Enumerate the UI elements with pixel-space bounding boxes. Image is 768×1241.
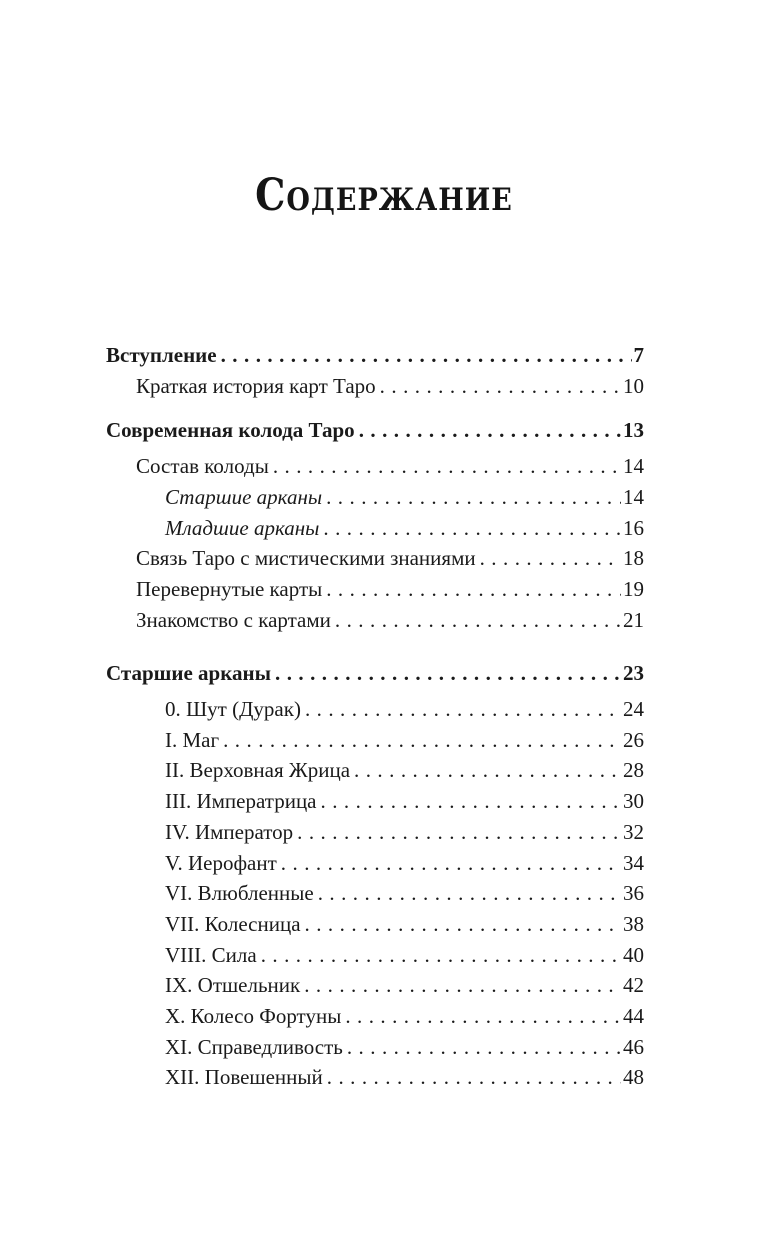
toc-entry-label: IX. Отшельник [165,973,301,998]
toc-entry-row[interactable] [106,1001,644,1032]
dot-leader [354,755,621,786]
toc-entry-row[interactable] [106,605,644,636]
toc-section-major-arcana [106,658,644,1093]
toc-page-number: 24 [623,697,644,722]
dot-leader [304,970,621,1001]
toc-entry-label: Знакомство с картами [136,607,331,632]
toc-section-introduction [106,340,644,401]
toc-entry-row[interactable] [106,786,644,817]
toc-entry-row[interactable] [106,482,644,513]
toc-entry-row[interactable] [106,940,644,971]
dot-leader [223,725,621,756]
toc-entry-label: Перевернутые карты [136,576,323,601]
toc-entry-label: II. Верховная Жрица [165,758,351,783]
toc-entry-label: IV. Император [165,819,294,844]
toc-page-number: 10 [623,373,644,398]
toc-page-number: 44 [623,1004,644,1029]
dot-leader [305,909,621,940]
toc-heading-label: Современная колода Таро [106,418,355,443]
toc-entry-label: Связь Таро с мистическими знаниями [136,546,476,571]
toc-page-number: 18 [623,546,644,571]
dot-leader [273,451,621,482]
toc-page-number: 34 [623,850,644,875]
toc-entry-label: XI. Справедливость [165,1034,343,1059]
page-title: Содержание [255,168,513,221]
toc-entry-row[interactable] [106,694,644,725]
toc-entry-row[interactable] [106,1032,644,1063]
toc-entry-label: V. Иерофант [165,850,277,875]
toc-section-modern-deck [106,415,644,635]
toc-entry-row[interactable] [106,755,644,786]
toc-entry-row[interactable] [106,543,644,574]
toc-heading-label: Старшие арканы [106,661,271,686]
toc-entry-row[interactable] [106,371,644,402]
toc-entry-row[interactable] [106,513,644,544]
toc-entry-row[interactable] [106,817,644,848]
toc-entry-label: VI. Влюбленные [165,881,314,906]
dot-leader [359,415,621,446]
toc-page-number: 23 [623,661,644,686]
toc-entry-label: Краткая история карт Таро [136,373,376,398]
toc-page-number: 16 [623,515,644,540]
toc-entry-label: XII. Повешенный [165,1065,323,1090]
dot-leader [347,1032,621,1063]
toc-page-number: 13 [623,418,644,443]
toc-entry-row[interactable] [106,725,644,756]
section-spacer [106,635,644,658]
dot-leader [380,371,621,402]
dot-leader [275,658,621,689]
toc-entry-row[interactable] [106,574,644,605]
toc-page-number: 38 [623,911,644,936]
toc-page-number: 30 [623,789,644,814]
toc-entry-row[interactable] [106,451,644,482]
dot-leader [326,482,621,513]
toc-page-number: 36 [623,881,644,906]
dot-leader [221,340,632,371]
toc-entry-row[interactable] [106,848,644,879]
toc-entry-label: Младшие арканы [165,515,320,540]
dot-leader [281,848,621,879]
toc-page-number: 32 [623,819,644,844]
toc-heading-row[interactable] [106,340,644,371]
dot-leader [321,786,621,817]
toc-heading-row[interactable] [106,658,644,689]
dot-leader [326,574,621,605]
toc-page-number: 26 [623,727,644,752]
dot-leader [305,694,621,725]
dot-leader [323,513,621,544]
dot-leader [335,605,621,636]
toc-page-number: 46 [623,1034,644,1059]
dot-leader [318,878,621,909]
toc-entry-label: VIII. Сила [165,942,257,967]
table-of-contents [106,340,644,1093]
toc-page-number: 48 [623,1065,644,1090]
toc-entry-label: X. Колесо Фортуны [165,1004,342,1029]
toc-entry-label: I. Маг [165,727,220,752]
dot-leader [480,543,621,574]
dot-leader [327,1062,621,1093]
toc-page-number: 28 [623,758,644,783]
section-spacer [106,401,644,415]
toc-page-number: 14 [623,454,644,479]
toc-heading-row[interactable] [106,415,644,446]
toc-entry-row[interactable] [106,970,644,1001]
toc-entry-label: III. Императрица [165,789,317,814]
dot-leader [297,817,621,848]
toc-entry-row[interactable] [106,1062,644,1093]
toc-page-number: 40 [623,942,644,967]
toc-entry-label: VII. Колесница [165,911,301,936]
toc-heading-label: Вступление [106,343,217,367]
toc-entry-label: Старшие арканы [165,484,323,509]
dot-leader [345,1001,621,1032]
toc-entry-label: 0. Шут (Дурак) [165,697,301,722]
toc-page-number: 7 [633,343,644,367]
toc-entry-label: Состав колоды [136,454,269,479]
toc-page-number: 42 [623,973,644,998]
toc-entry-row[interactable] [106,878,644,909]
toc-page-number: 21 [623,607,644,632]
toc-page-number: 14 [623,484,644,509]
toc-entry-row[interactable] [106,909,644,940]
toc-page-number: 19 [623,576,644,601]
dot-leader [261,940,621,971]
